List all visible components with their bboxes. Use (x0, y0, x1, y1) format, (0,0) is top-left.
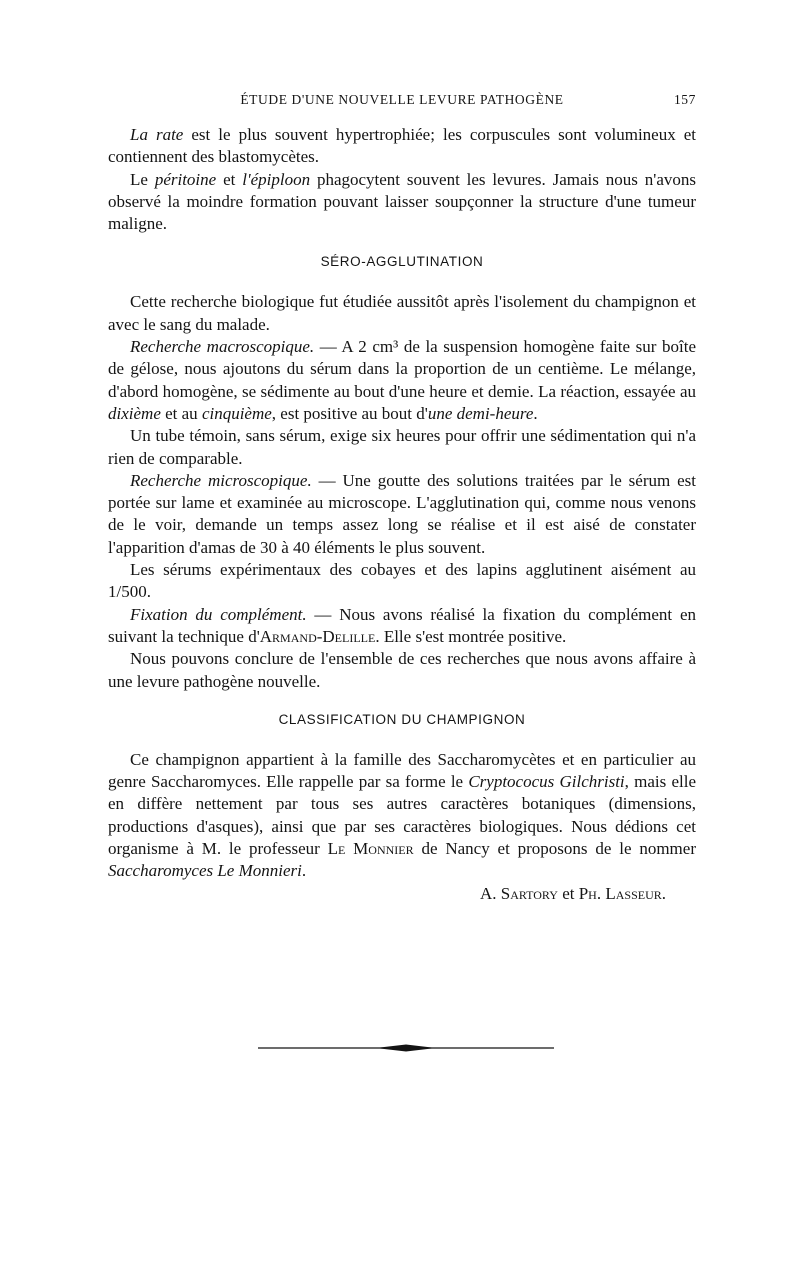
paragraph-text: et (216, 169, 243, 189)
paragraph-peritoine (108, 169, 696, 236)
subheading-macroscopique: Recherche macroscopique. (130, 337, 315, 357)
author-name: Ph. Lasseur (578, 883, 662, 903)
paragraph-intro: Cette recherche biologique fut étudiée aussitôt après l'isolement du champignon et avec le sang du malade. (108, 292, 696, 334)
end-ornament-rule (258, 1036, 554, 1060)
signature-text: A. (479, 883, 501, 903)
paragraph-classification (108, 749, 696, 883)
subheading-microscopique: Recherche microscopique. (130, 470, 312, 490)
author-name: Sartory (500, 883, 558, 903)
emphasis: cinquième (201, 403, 272, 423)
paragraph-text: . (301, 861, 307, 881)
running-header (108, 92, 696, 112)
paragraph-temoin: Un tube témoin, sans sérum, exige six heures pour offrir une sédimentation qui n'a rien de comparable. (108, 426, 696, 468)
species-name: Saccharomyces Le Monnieri (108, 861, 302, 881)
paragraph-text: Ce champignon appartient à la famille des Saccharomycètes et en particulier au genre Saccharomyces. Elle rappelle par sa forme le (108, 749, 696, 792)
paragraph-rate (108, 124, 696, 169)
subheading-fixation: Fixation du complément. (130, 604, 307, 624)
paragraph-fixation (108, 604, 696, 649)
paragraph-conclusion: Nous pouvons conclure de l'ensemble de ces recherches que nous avons affaire à une levure pathogène nouvelle. (108, 649, 696, 691)
paragraph-text: — Nous avons réalisé la fixation du complément en suivant la technique d' (108, 604, 696, 646)
paragraph-microscopique (108, 470, 696, 559)
paragraph-text: , mais elle en diffère nettement par tous ses autres caractères botaniques (dimensions, productions d'asques), ainsi que par ses caractères biologiques. Nous dédions cet organisme à M. le professeur (108, 772, 696, 859)
species-name: Cryptococus Gilchristi (468, 772, 625, 792)
signature (108, 883, 696, 905)
emphasis: dixième (108, 403, 161, 423)
paragraph-text: . (533, 403, 538, 423)
paragraph-text: phagocytent souvent les levures. Jamais nous n'avons observé la moindre formation pouvant laisser soupçonner la structure d'une tumeur maligne. (108, 169, 696, 234)
paragraph-text: de Nancy et proposons de le nommer (413, 839, 696, 859)
page-number: 157 (673, 92, 696, 107)
term-rate: La rate (130, 125, 184, 144)
paragraph-text: . Elle s'est montrée positive. (375, 626, 567, 646)
paragraph-macroscopique (108, 336, 696, 425)
signature-text: et (557, 883, 579, 903)
term-epiploon: l'épiploon (242, 169, 311, 189)
author-name: Le Monnier (327, 839, 414, 859)
paragraph-text: , est positive au bout d' (271, 403, 428, 423)
section-heading-classification: CLASSIFICATION DU CHAMPIGNON (278, 711, 526, 727)
author-name: Armand-Delille (259, 626, 376, 646)
paragraph-text: — A 2 cm³ de la suspension homogène faite sur boîte de gélose, nous ajoutons du sérum dans la proportion de un centième. Le mélange, d'abord homogène, se sédimente au bout d'une heure et demie. La réaction, essayée au (108, 337, 696, 401)
section-heading-sero-agglutination: SÉRO-AGGLUTINATION (320, 254, 484, 270)
paragraph-text: et au (160, 403, 202, 423)
page-body (108, 124, 696, 905)
paragraph-text: — Une goutte des solutions traitées par le sérum est portée sur lame et examinée au microscope. L'agglutination qui, comme nous venons de le voir, demande un temps assez long se réalise et il est aisé de constater l'apparition d'amas de 30 à 40 éléments le plus souvent. (108, 470, 696, 557)
paragraph-text: Le (130, 169, 155, 189)
paragraph-serums: Les sérums expérimentaux des cobayes et des lapins agglutinent aisément au 1/500. (108, 560, 696, 602)
signature-text: . (661, 883, 666, 903)
term-peritoine: péritoine (154, 169, 217, 189)
running-title: ÉTUDE D'UNE NOUVELLE LEVURE PATHOGÈNE (240, 92, 564, 107)
paragraph-text: est le plus souvent hypertrophiée; les corpuscules sont volumineux et contiennent des blastomycètes. (108, 125, 696, 167)
emphasis: une demi-heure (427, 403, 534, 423)
